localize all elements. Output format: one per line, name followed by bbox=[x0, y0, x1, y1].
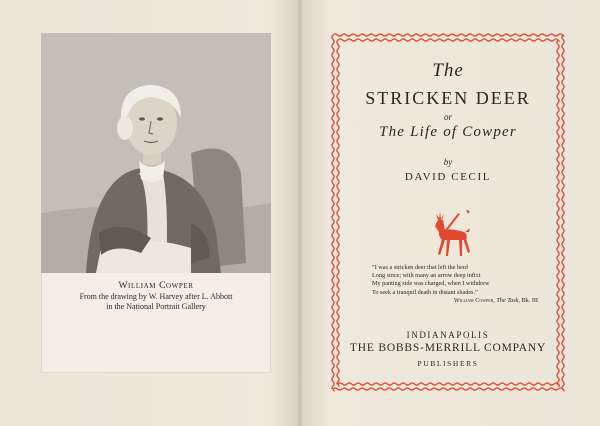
epigraph-line-4: To seek a tranquil death in distant shades.” bbox=[372, 288, 478, 296]
book-title: STRICKEN DEER bbox=[365, 88, 531, 108]
stricken-deer-emblem bbox=[430, 208, 472, 260]
epigraph-book: Bk. III bbox=[521, 296, 538, 304]
border-wave-line bbox=[333, 388, 564, 390]
epigraph-line-3: My panting side was charged, when I withdrew bbox=[372, 280, 490, 288]
right-page bbox=[302, 0, 600, 426]
title-by: by bbox=[443, 157, 453, 167]
title-or: or bbox=[443, 112, 452, 122]
caption-name: William Cowper bbox=[118, 281, 194, 291]
epigraph-author: William Cowper, bbox=[453, 296, 495, 304]
publishers-label: PUBLISHERS bbox=[417, 359, 479, 368]
author-name: DAVID CECIL bbox=[404, 171, 492, 183]
epigraph bbox=[372, 264, 552, 305]
epigraph-work: The Task, bbox=[496, 296, 520, 304]
border-wave-line bbox=[338, 39, 559, 41]
book-subtitle: The Life of Cowper bbox=[379, 124, 517, 140]
caption-line-1: From the drawing by W. Harvey after L. Abbott bbox=[79, 292, 233, 301]
portrait-image bbox=[41, 33, 271, 273]
epigraph-line-2: Long since; with many an arrow deep infixt bbox=[372, 272, 481, 280]
portrait-drawing bbox=[41, 33, 271, 273]
publication-place: INDIANAPOLIS bbox=[406, 330, 490, 340]
left-page bbox=[0, 0, 298, 426]
publisher-name: THE BOBBS-MERRILL COMPANY bbox=[349, 342, 547, 354]
epigraph-attribution bbox=[372, 297, 552, 305]
epigraph-line-1: “I was a stricken deer that left the herd bbox=[372, 264, 468, 271]
title-the: The bbox=[432, 60, 464, 81]
border-wave-line bbox=[333, 34, 564, 36]
caption-line-2: in the National Portrait Gallery bbox=[106, 301, 206, 311]
border-wave-line bbox=[338, 383, 559, 385]
frontispiece-caption bbox=[41, 281, 271, 311]
